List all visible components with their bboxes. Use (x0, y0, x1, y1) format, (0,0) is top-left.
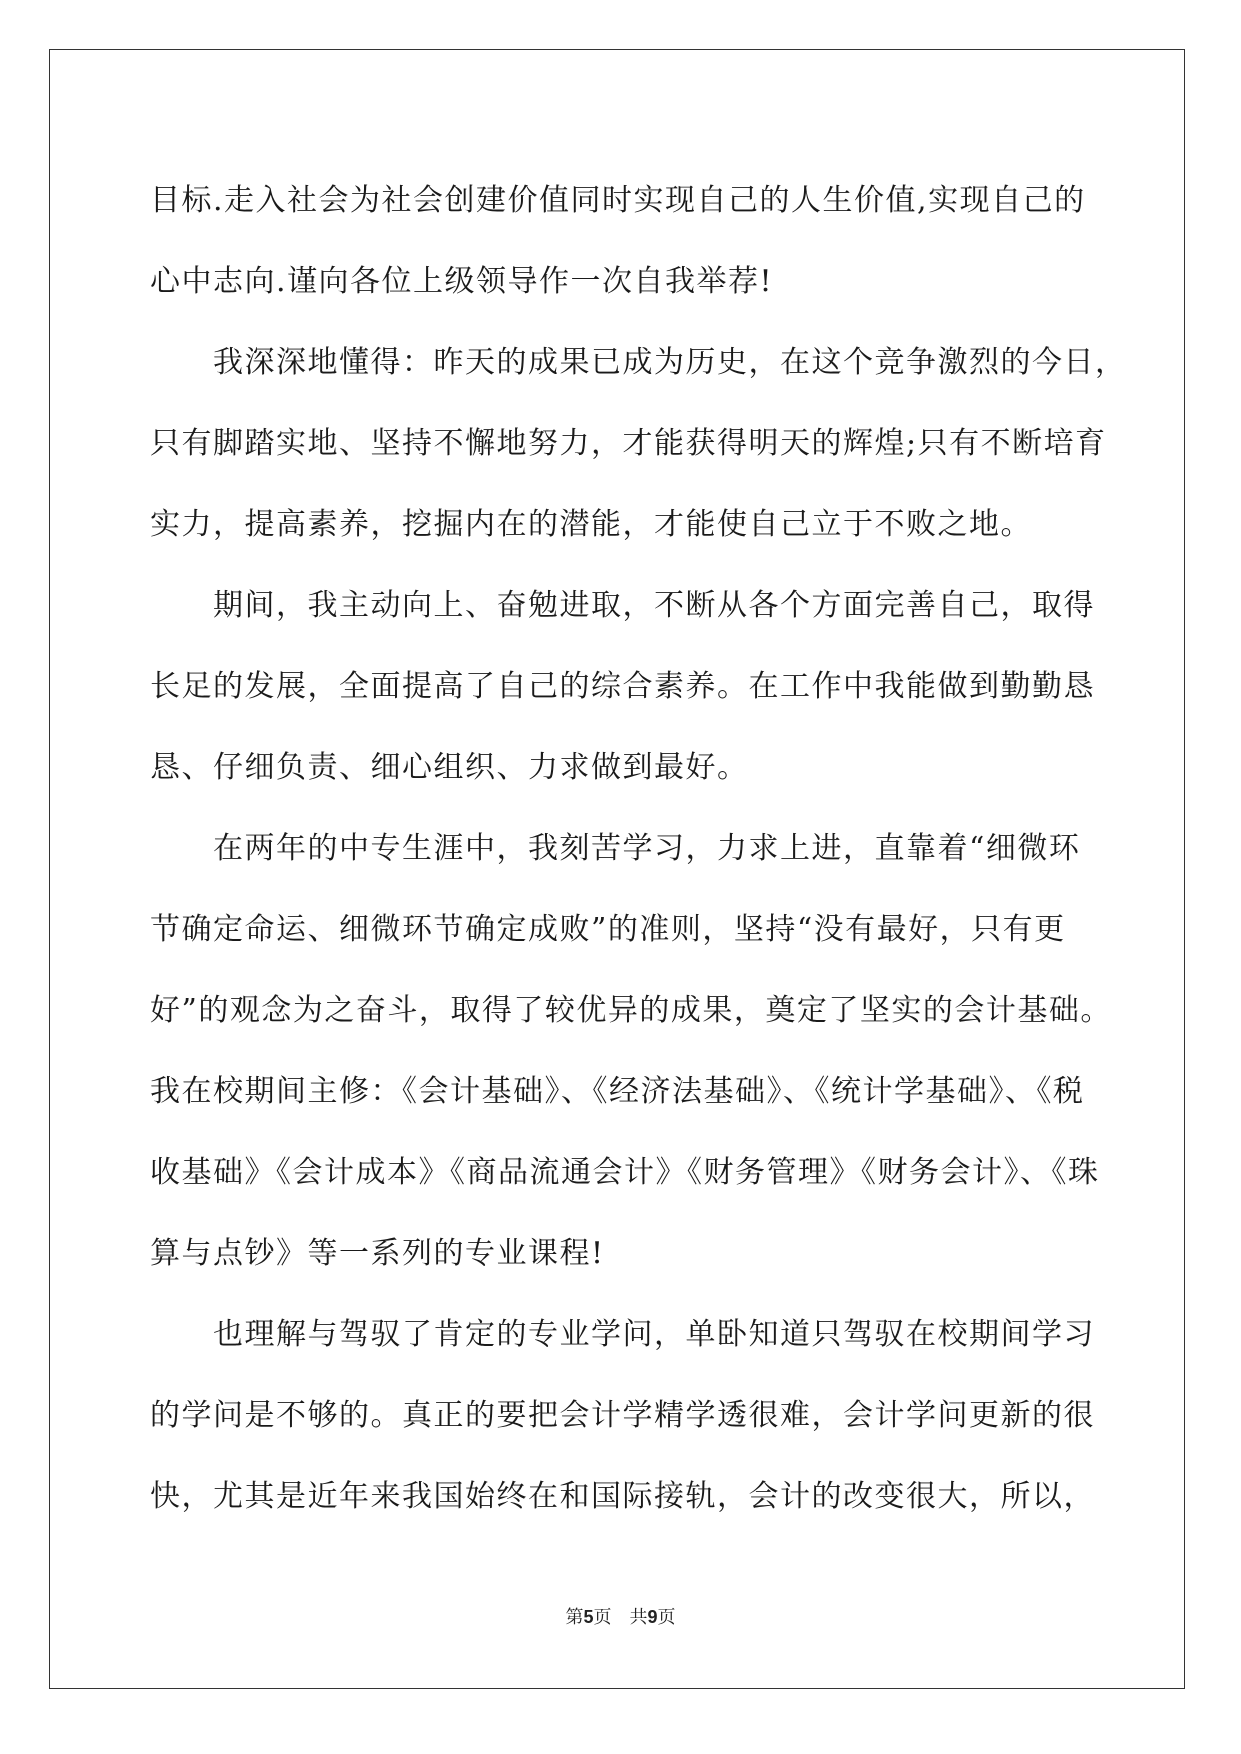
text-line: 我在校期间主修：《会计基础》、《经济法基础》、《统计学基础》、《税 (150, 1074, 1085, 1109)
footer-suffix: 页 (657, 1607, 676, 1628)
text-line: 恳、仔细负责、细心组织、力求做到最好。 (150, 750, 749, 785)
paragraph-start-line: 期间，我主动向上、奋勉进取，不断从各个方面完善自己，取得 (213, 588, 1095, 623)
text-line: 实力，提高素养，挖掘内在的潜能，才能使自己立于不败之地。 (150, 507, 1032, 542)
text-line: 长足的发展，全面提高了自己的综合素养。在工作中我能做到勤勤恳 (150, 669, 1095, 704)
paragraph-start-line: 在两年的中专生涯中，我刻苦学习，力求上进，直靠着“细微环 (213, 831, 1081, 866)
document-body (150, 160, 1127, 1537)
footer-middle: 页 共 (593, 1607, 648, 1628)
text-line: 目标.走入社会为社会创建价值同时实现自己的人生价值,实现自己的 (150, 183, 1086, 218)
total-page-number: 9 (647, 1607, 658, 1627)
text-line: 算与点钞》等一系列的专业课程! (150, 1236, 605, 1271)
paragraph-start-line: 也理解与驾驭了肯定的专业学问，单卧知道只驾驭在校期间学习 (213, 1317, 1095, 1352)
text-line: 节确定命运、细微环节确定成败”的准则，坚持“没有最好，只有更 (150, 912, 1066, 947)
text-line: 的学问是不够的。真正的要把会计学精学透很难，会计学问更新的很 (150, 1398, 1095, 1433)
footer-prefix: 第 (565, 1607, 584, 1628)
paragraph-start-line: 我深深地懂得：昨天的成果已成为历史，在这个竞争激烈的今日， (213, 345, 1127, 380)
text-line: 只有脚踏实地、坚持不懈地努力，才能获得明天的辉煌;只有不断培育 (150, 426, 1107, 461)
text-line: 快，尤其是近年来我国始终在和国际接轨，会计的改变很大，所以， (150, 1479, 1095, 1514)
text-line: 好”的观念为之奋斗，取得了较优异的成果，奠定了坚实的会计基础。 (150, 993, 1112, 1028)
current-page-number: 5 (583, 1607, 594, 1627)
text-line: 收基础》《会计成本》《商品流通会计》《财务管理》《财务会计》、《珠 (150, 1155, 1100, 1190)
text-line: 心中志向.谨向各位上级领导作一次自我举荐! (150, 264, 774, 299)
page-footer (0, 1603, 1241, 1629)
